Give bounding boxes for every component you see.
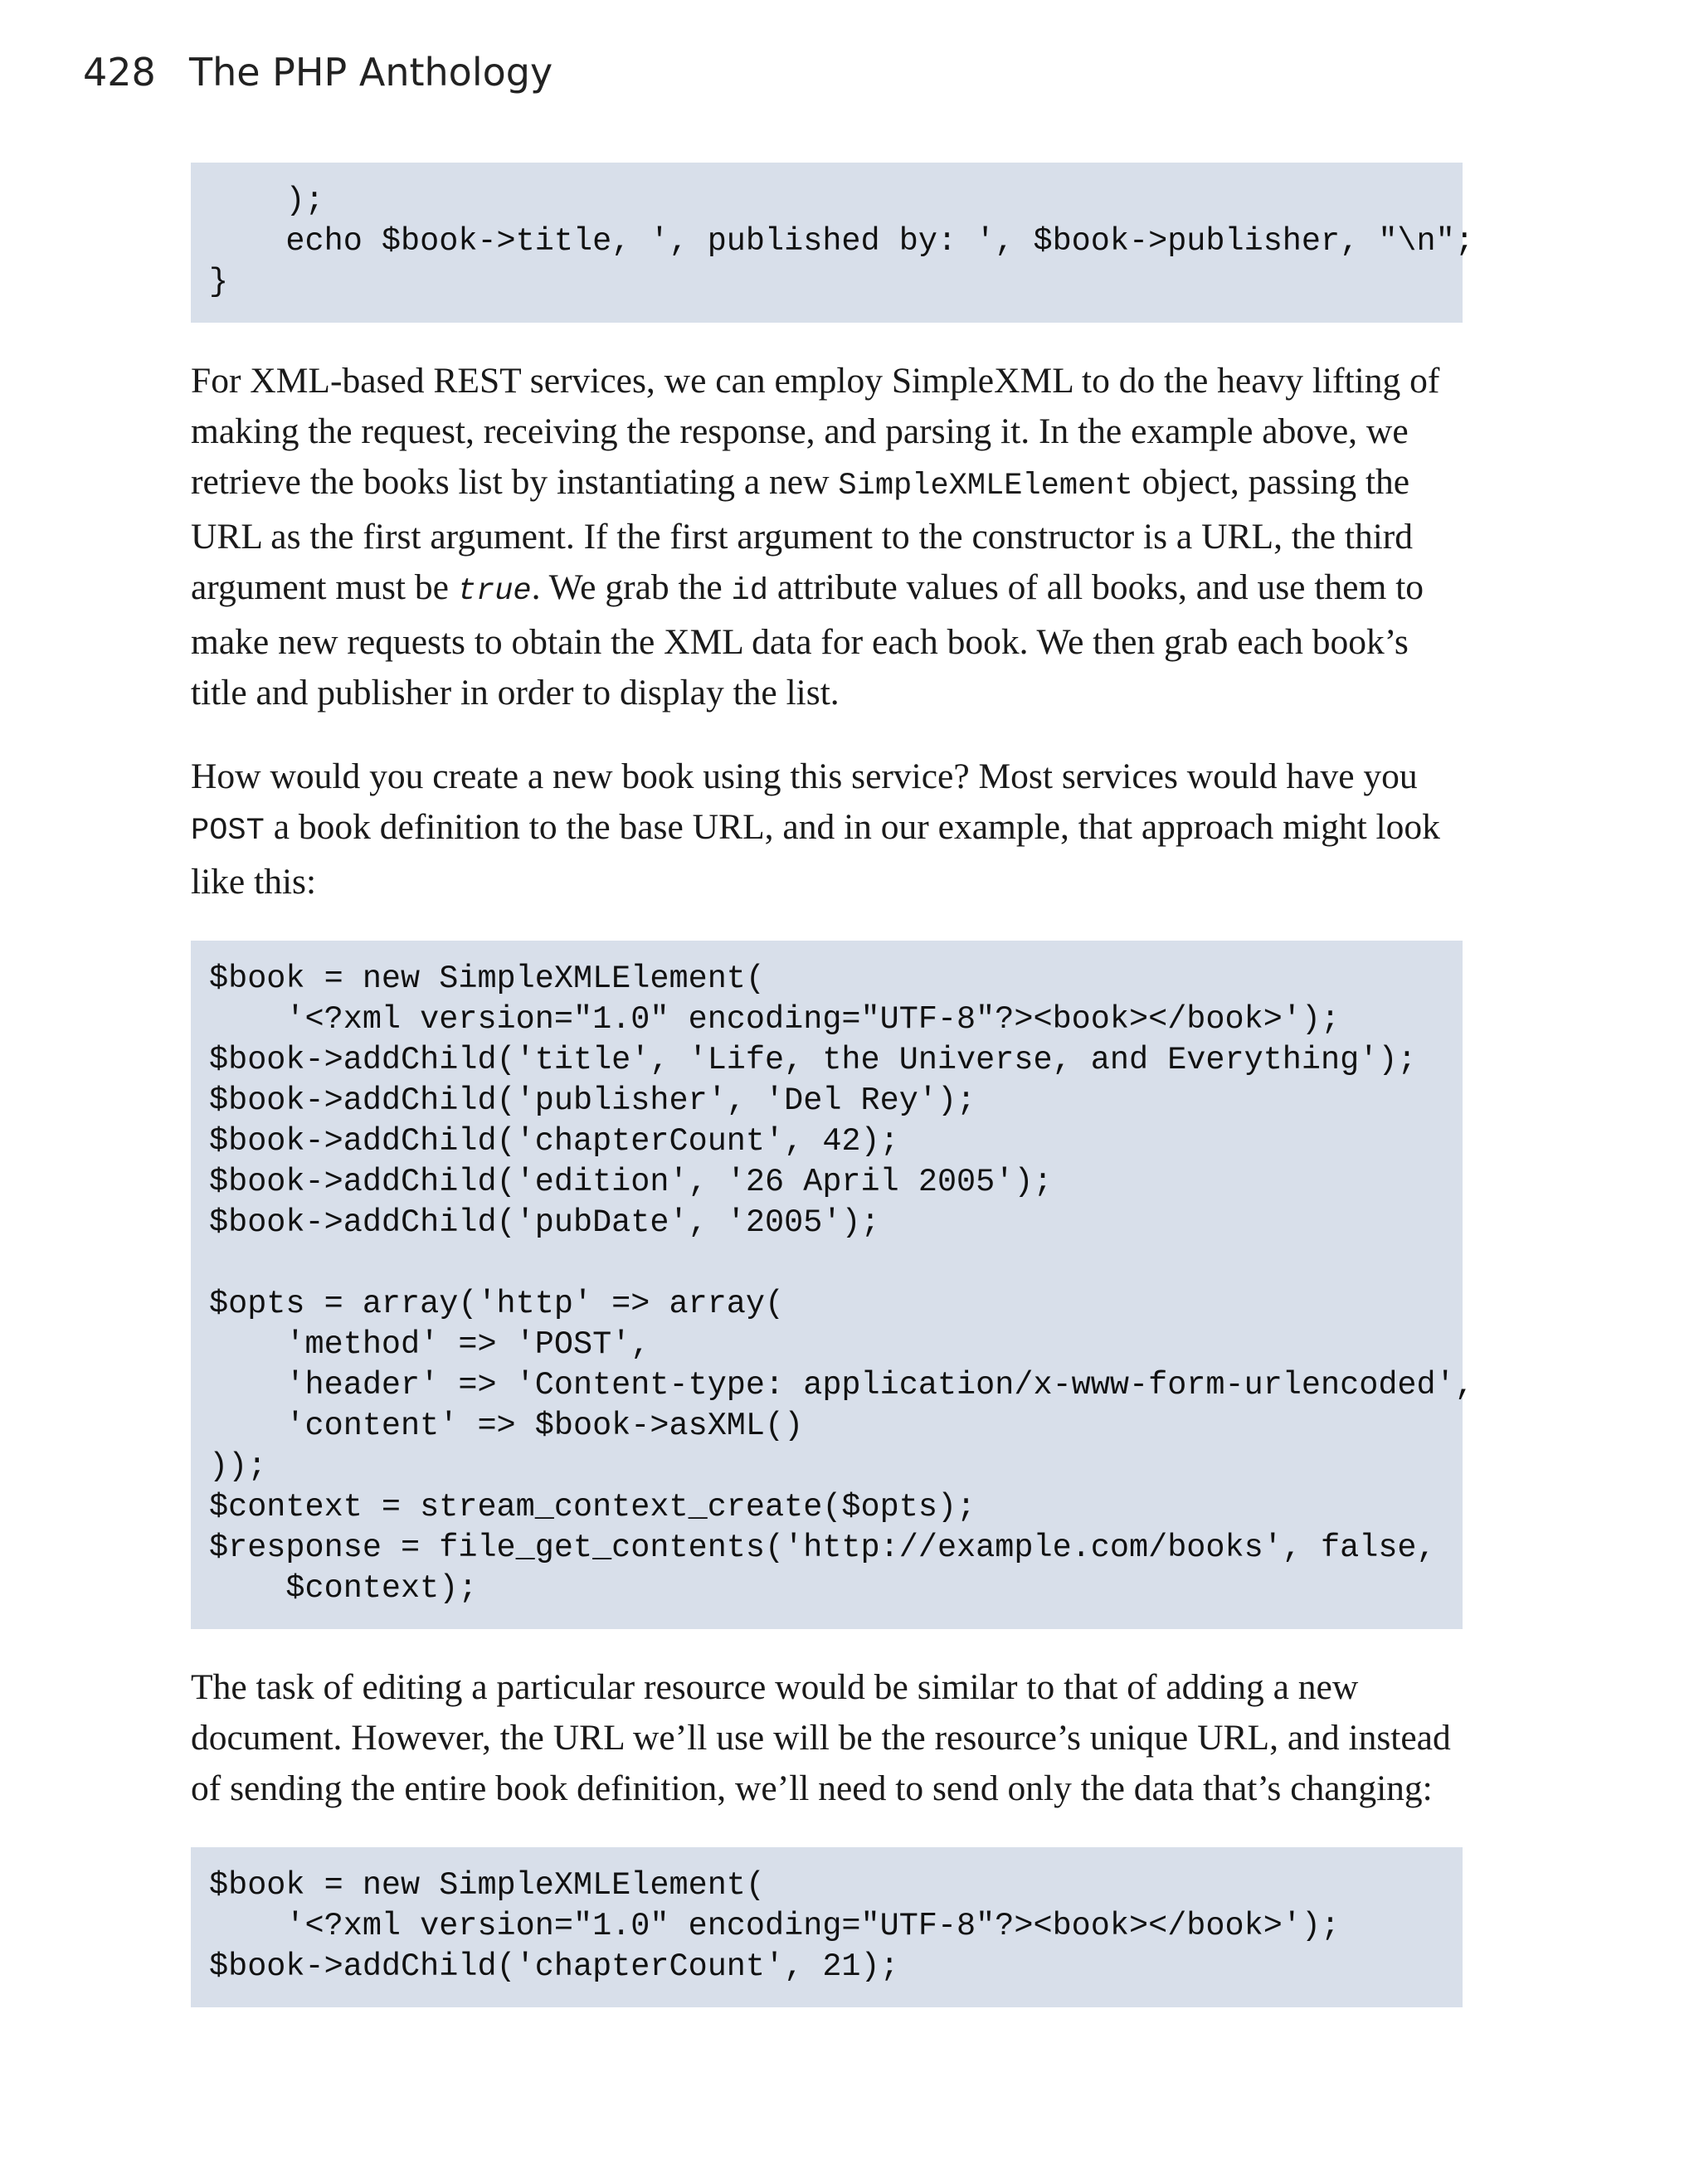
paragraph [191, 356, 1463, 718]
text-run: The task of editing a particular resource would be similar to that of adding a new document. However, the URL we’ll use will be the resource’s unique URL, and instead of sending the entire book definition, we’ll need to send only the data that’s changing: [191, 1667, 1451, 1808]
code-block: $book = new SimpleXMLElement( '<?xml version="1.0" encoding="UTF-8"?><book></book>'); $book->addChild('title', 'Life, the Universe, and Everything'); $book->addChild('publisher', 'Del Rey'); $book->addChild('chapterCount', 42); $book->addChild('edition', '26 April 2005'); $book->addChild('pubDate', '2005'); $opts = array('http' => array( 'method' => 'POST', 'header' => 'Content-type: application/x-www-form-urlencoded', 'content' => $book->asXML() )); $context = stream_context_create($opts); $response = file_get_contents('http://example.com/books', false, $context); [191, 941, 1463, 1629]
code-block: ); echo $book->title, ', published by: ', $book->publisher, "\n"; } [191, 163, 1463, 323]
text-run: . We grab the [531, 567, 732, 607]
text-run: For XML-based REST services, we can employ SimpleXML to do the heavy lifting of making the request, receiving the response, and parsing it. In the example above, we retrieve the books list by instantiating a new [191, 361, 1440, 502]
inline-code: POST [191, 814, 265, 849]
inline-code: SimpleXMLElement [838, 469, 1133, 503]
inline-code: true [457, 574, 532, 609]
paragraph [191, 752, 1463, 907]
page-content [191, 163, 1474, 2007]
text-run: attribute values of all books, and use them to make new requests to obtain the XML data for each book. We then grab each book’s title and publisher in order to display the list. [191, 567, 1424, 713]
inline-code: id [731, 574, 768, 609]
page-number: 428 [83, 50, 156, 95]
book-title: The PHP Anthology [189, 50, 553, 95]
code-block: $book = new SimpleXMLElement( '<?xml version="1.0" encoding="UTF-8"?><book></book>'); $book->addChild('chapterCount', 21); [191, 1847, 1463, 2007]
running-header [83, 50, 553, 95]
paragraph [191, 1662, 1463, 1814]
text-run: a book definition to the base URL, and in our example, that approach might look like this: [191, 807, 1440, 902]
text-run: object, passing the URL as the first argument. If the first argument to the constructor is a URL, the third argument must be [191, 462, 1414, 607]
text-run: How would you create a new book using this service? Most services would have you [191, 756, 1418, 796]
